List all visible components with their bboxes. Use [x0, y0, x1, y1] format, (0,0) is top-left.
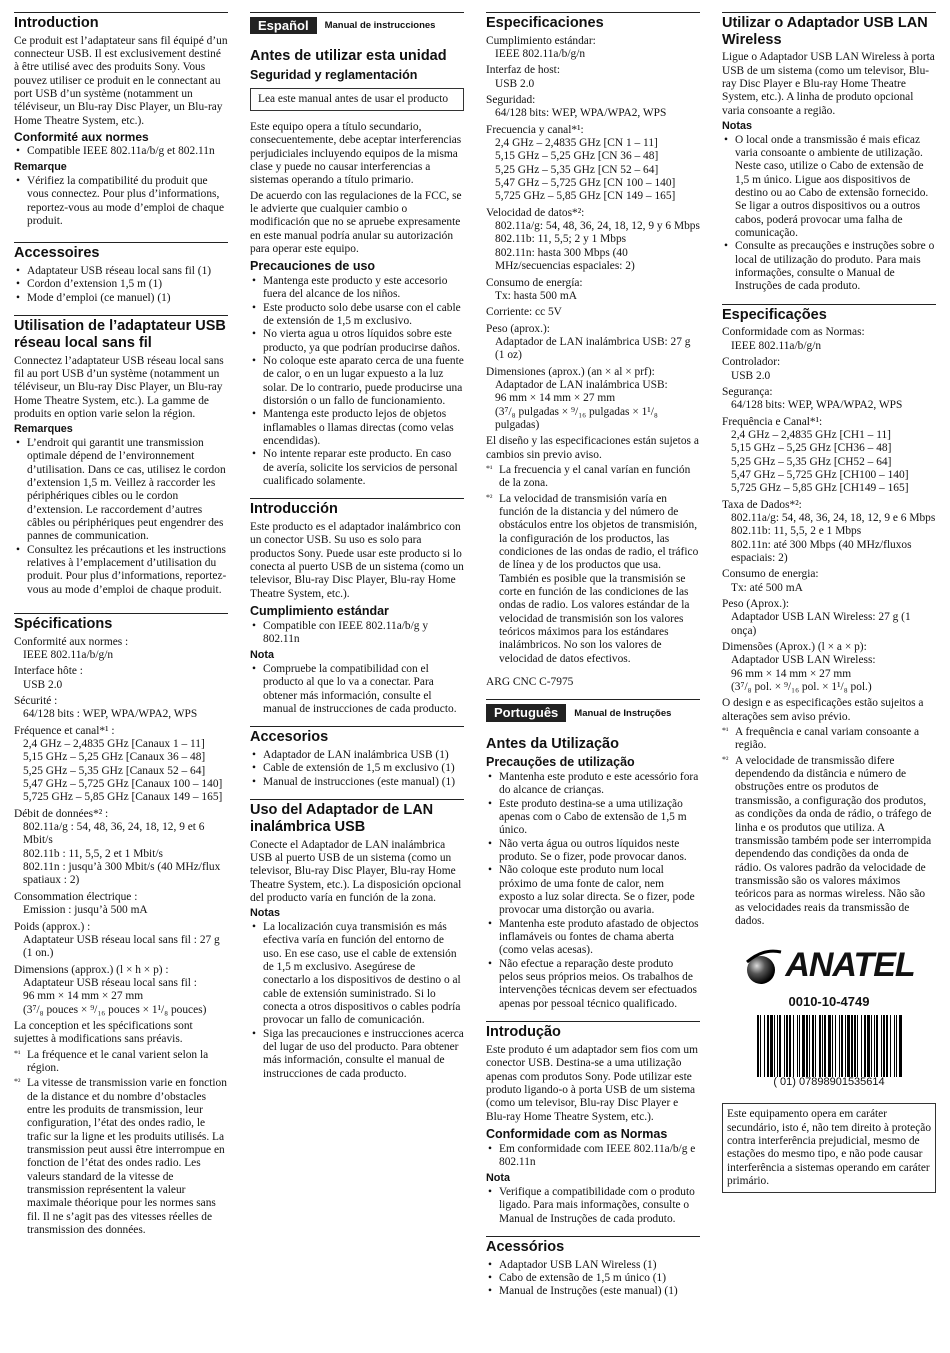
es-before-p1: Este equipo opera a título secundario, consecuentemente, debe aceptar interferencias perjudiciales incluyendo equipos de la misma clase y puede no causar interferencias a sistemas operando a título primario.: [250, 120, 462, 187]
fr-conf-title: Conformité aux normes: [14, 130, 149, 145]
fr-acc-list: [14, 265, 228, 305]
list-item: • Em conformidade com IEEE 802.11a/b/g e 802.11n: [486, 1143, 700, 1170]
pt-intro-section: [486, 1021, 700, 1226]
list-item: • L’endroit qui garantit une transmission optimale dépend de l’environnement d’utilisation. Dans ce cas, utilisez le cordon d’extension 1,5 m. Veillez à raccorder les périphériques cibles ou le cordon d’extension. Le raccordement d’autres câbles ou périphériques peut engendrer des pannes de communication.: [14, 437, 228, 544]
fr-use-section: [14, 315, 228, 597]
pt-before-title: Antes da Utilização: [486, 735, 619, 752]
es-conf-list: [250, 620, 464, 647]
es-acc-list: [250, 749, 464, 789]
pt-language-tag: Português: [486, 704, 566, 721]
list-item: • La localización cuya transmisión es más efectiva varía en función del entorno de uso. En ese caso, use el cable de extensión de 1,5 m exclusivo. Asegúrese de conectarlo a los dispositivos de destino o al cable de extensión suministrado. Si lo conecta a otros dispositivos o cables podría provocar un fallo de comunicación.: [250, 921, 464, 1028]
barcode-bar: [777, 1015, 778, 1077]
fr-remark-title: Remarque: [14, 161, 67, 174]
barcode-bar: [839, 1015, 840, 1077]
barcode-bar: [806, 1015, 808, 1077]
footnote-2: *² La vitesse de transmission varie en fonction de la distance et du nombre d’obstacles entre les produits de transmission, leur configuration, l’état des ondes radio, le trafic sur la ligne et les produits utilisés. La transmission peut aussi être interrompue en fonction de l’état des ondes radio. Les valeurs standard de la vitesse de transmission représentent la valeur maximale théorique pour les normes sans fil. Il ne s’agit pas des vitesses réelles de transmission des données.: [14, 1077, 227, 1237]
es-use-section: [250, 799, 464, 1081]
list-item: • Este producto solo debe usarse con el cable de extensión de 1,5 m exclusivo.: [250, 302, 464, 329]
es-before-section: [250, 46, 464, 488]
fr-spec-section: [14, 613, 228, 1237]
es-spec-section: [486, 12, 700, 689]
pt-conf-list: [486, 1143, 700, 1170]
es-intro-title: Introducción: [250, 498, 464, 518]
spec-row: Débit de données*² : 802.11a/g : 54, 48, 36, 24, 18, 12, 9 et 6 Mbit/s 802.11b : 11, 5,5, 2 et 1 Mbit/s 802.11n : jusqu’à 300 Mbit/s (40 MHz/flux spatiaux : 2): [14, 807, 221, 887]
barcode-bar: [799, 1015, 800, 1077]
list-item: • Cordon d’extension 1,5 m (1): [14, 278, 228, 291]
es-use-notes-title: Notas: [250, 907, 280, 920]
pt-prec-list: [486, 771, 700, 1011]
footnote-2: *² A velocidade de transmissão difere dependendo da distância e número de obstruções entre os produtos de transmissão, a configuração dos produtos, as condições da onda de rádio, o tráfego de linha e os produtos que utiliza. A transmissão também pode ser interrompida dependendo das condições da onda de rádio. Os valores padrão da velocidade de transmissão são os valores máximos teóricos para as normas wireless. Não são as velocidades reais da transmissão de dados.: [722, 754, 932, 927]
es-spec-note: El diseño y las especificaciones están sujetos a cambios sin previo aviso.: [486, 435, 699, 461]
barcode-bar: [871, 1015, 872, 1077]
barcode-bar: [767, 1015, 769, 1077]
barcode: [755, 1015, 903, 1077]
barcode-bar: [764, 1015, 765, 1077]
list-item: • Não verta água ou outros líquidos neste produto. Se o fizer, pode provocar danos.: [486, 838, 700, 865]
barcode-number: ( 01) 07898901535614: [773, 1076, 885, 1089]
es-before-p2: De acuerdo con las regulaciones de la FCC, se le advierte que cualquier cambio o modificación que no se apruebe expresamente en este manual podría anular su autorización para operar este equipo.: [250, 189, 462, 255]
barcode-bar: [770, 1015, 773, 1077]
spec-row: Peso (Aprox.): Adaptador USB LAN Wireless: 27 g (1 onça): [722, 598, 911, 637]
list-item: • Compruebe la compatibilidad con el producto al que lo va a conectar. Para obtener más información, consulte el manual de instrucciones de cada producto.: [250, 663, 464, 716]
spec-row: Conformité aux normes : IEEE 802.11a/b/g/n: [14, 635, 129, 661]
es-acc-section: [250, 726, 464, 789]
pt-note-list: [486, 1186, 700, 1226]
pt-before-section: [486, 734, 700, 1011]
barcode-bar: [847, 1015, 850, 1077]
list-item: • Mantenga este producto lejos de objetos inflamables o llamas directas (como velas encendidas).: [250, 408, 464, 448]
barcode-bar: [886, 1015, 888, 1077]
es-note-list: [250, 663, 464, 716]
column-spanish-portuguese: [486, 12, 700, 1309]
es-spec-title: Especificaciones: [486, 12, 700, 32]
barcode-bar: [874, 1015, 875, 1077]
spec-row: Fréquence et canal*¹ : 2,4 GHz – 2,4835 GHz [Canaux 1 – 11] 5,15 GHz – 5,25 GHz [Canaux 36 – 48] 5,25 GHz – 5,35 GHz [Canaux 52 – 64] 5,47 GHz – 5,725 GHz [Canaux 100 – 140] 5,725 GHz – 5,85 GHz [Canaux 149 – 165]: [14, 724, 223, 804]
list-item: • Não efectue a reparação deste produto pelos seus próprios meios. Os trabalhos de intervenções técnicas devem ser efectuados apenas por pessoal técnico qualificado.: [486, 958, 700, 1011]
spec-row: Peso (aprox.): Adaptador de LAN inalámbrica USB: 27 g (1 oz): [486, 322, 691, 362]
es-language-tag: Español: [250, 17, 317, 34]
fr-use-remarks-list: [14, 437, 228, 597]
fr-conf-list: [14, 145, 228, 158]
list-item: • Verifique a compatibilidade com o produto ligado. Para mais informações, consulte o Manual de Instruções de cada produto.: [486, 1186, 700, 1226]
pt-use-section: [722, 12, 936, 294]
barcode-bar: [876, 1015, 878, 1077]
barcode-bar: [864, 1015, 866, 1077]
pt-conf-title: Conformidade com as Normas: [486, 1126, 668, 1141]
list-item: • Cable de extensión de 1,5 m exclusivo (1): [250, 762, 464, 775]
barcode-bar: [883, 1015, 885, 1077]
list-item: • No intente reparar este producto. En caso de avería, solicite los servicios de personal cualificado solamente.: [250, 448, 464, 488]
spec-row: Consommation électrique : Emission : jusqu’à 500 mA: [14, 890, 148, 917]
spec-row: Segurança: 64/128 bits: WEP, WPA/WPA2, WPS: [722, 385, 903, 412]
fr-accessories-section: [14, 242, 228, 305]
footnote-1: *¹ La frecuencia y el canal varían en función de la zona.: [486, 463, 691, 490]
footnote-1: *¹ La fréquence et le canal varient selon la région.: [14, 1048, 209, 1074]
fr-intro-title: Introduction: [14, 12, 228, 32]
pt-use-text: Ligue o Adaptador USB LAN Wireless à porta USB de um sistema (como um televisor, Blu-ray Disc Player e Blu-ray Home Theatre System, etc.). A linha de produto opcional varia consoante a região.: [722, 51, 935, 117]
barcode-bar: [760, 1015, 761, 1077]
list-item: • Este produto destina-se a uma utilização apenas com o Cabo de extensão de 1,5 m único.: [486, 798, 700, 838]
es-arg-code: ARG CNC C-7975: [486, 676, 574, 689]
es-intro-text: Este producto es el adaptador inalámbrico con un conector USB. Su uso es solo para productos Sony. Puede usar este producto si lo conecta al puerto USB de un sistema (como un televisor, Blu-ray Disc Player, Blu-ray Home Theatre System, etc.).: [250, 521, 464, 600]
pt-intro-title: Introdução: [486, 1021, 700, 1041]
barcode-bar: [881, 1015, 882, 1077]
barcode-bar: [890, 1015, 891, 1077]
list-item: • Adaptador USB LAN Wireless (1): [486, 1259, 700, 1272]
spec-row: Frecuencia y canal*¹: 2,4 GHz – 2,4835 GHz [CN 1 – 11] 5,15 GHz – 5,25 GHz [CN 36 – 48] 5,25 GHz – 5,35 GHz [CN 52 – 64] 5,47 GHz – 5,725 GHz [CN 100 – 140] 5,725 GHz – 5,85 GHz [CN 149 – 165]: [486, 123, 676, 203]
fr-use-title: Utilisation de l’adaptateur USB réseau local sans fil: [14, 315, 228, 351]
pt-acc-list: [486, 1259, 700, 1299]
spec-row: Poids (approx.) : Adaptateur USB réseau local sans fil : 27 g (1 on.): [14, 920, 220, 960]
barcode-bar: [809, 1015, 810, 1077]
es-conf-title: Cumplimiento estándar: [250, 604, 389, 619]
list-item: • Adaptador de LAN inalámbrica USB (1): [250, 749, 464, 762]
spec-row: Frequência e Canal*¹: 2,4 GHz – 2,4835 GHz [CH1 – 11] 5,15 GHz – 5,25 GHz [CH36 – 48] 5,25 GHz – 5,35 GHz [CH52 – 64] 5,47 GHz – 5,725 GHz [CH100 – 140] 5,725 GHz – 5,85 GHz [CH149 – 165]: [722, 415, 909, 495]
barcode-bar: [824, 1015, 826, 1077]
barcode-bar: [786, 1015, 788, 1077]
pt-intro-text: Este produto é um adaptador sem fios com um conector USB. Destina-se a uma utilização apenas com produtos Sony. Pode utilizar este produto ligando-o à porta USB de um sistema (como um televisor, Blu-ray Disc Player e Blu-ray Home Theatre System, etc.).: [486, 1043, 698, 1123]
es-prec-list: [250, 275, 464, 489]
list-item: • Consulte as precauções e instruções sobre o local de utilização do produto. Para mais informações, consulte o Manual de Instruções de cada produto.: [722, 240, 936, 293]
spec-row: Seguridad: 64/128 bits: WEP, WPA/WPA2, WPS: [486, 94, 667, 120]
es-use-title: Uso del Adaptador de LAN inalámbrica USB: [250, 799, 464, 835]
spec-row: Consumo de energia: Tx: até 500 mA: [722, 568, 819, 594]
column-spanish: [250, 12, 464, 1091]
barcode-bar: [784, 1015, 785, 1077]
barcode-bar: [861, 1015, 862, 1077]
spec-row: Sécurité : 64/128 bits : WEP, WPA/WPA2, WPS: [14, 695, 198, 721]
barcode-bar: [835, 1015, 836, 1077]
fr-spec-note: La conception et les spécifications sont sujettes à modifications sans préavis.: [14, 1019, 193, 1046]
list-item: • Mantenga este producto y este accesorio fuera del alcance de los niños.: [250, 275, 464, 302]
pt-use-notes-list: [722, 134, 936, 294]
barcode-bar: [854, 1015, 856, 1077]
pt-spec-section: [722, 304, 936, 928]
list-item: • Mode d’emploi (ce manuel) (1): [14, 292, 228, 305]
spec-row: Controlador: USB 2.0: [722, 356, 781, 382]
pt-spec-title: Especificações: [722, 304, 936, 324]
spec-row: Dimensions (approx.) (l × h × p) : Adaptateur USB réseau local sans fil : 96 mm × 14 mm × 27 mm (3⁷/₈ pouces × ⁹/₁₆ pouces × 1¹/₈ pouces): [14, 963, 207, 1016]
list-item: • Mantenha este produto afastado de objectos inflamáveis ou fontes de chama aberta (como velas acesas).: [486, 918, 700, 958]
list-item: • Manual de instrucciones (este manual) (1): [250, 776, 464, 789]
barcode-bar: [832, 1015, 833, 1077]
pt-prec-title: Precauções de utilização: [486, 755, 635, 770]
list-item: • Mantenha este produto e este acessório fora do alcance de crianças.: [486, 771, 700, 798]
es-language-bar: [250, 17, 464, 34]
barcode-bar: [779, 1015, 781, 1077]
pt-acc-section: [486, 1236, 700, 1299]
barcode-bar: [819, 1015, 821, 1077]
pt-acc-title: Acessórios: [486, 1236, 700, 1256]
list-item: • No coloque este aparato cerca de una fuente de calor, o en un lugar expuesto a la luz solar. De lo contrario, puede producirse una distorsión o un fallo de funcionamiento.: [250, 355, 464, 408]
barcode-bar: [822, 1015, 823, 1077]
spec-row: Interface hôte : USB 2.0: [14, 665, 83, 691]
es-before-title: Antes de utilizar esta unidad: [250, 48, 447, 65]
fr-intro-text: Ce produit est l’adaptateur sans fil équipé d’un connecteur USB. Il est exclusivement destiné à être utilisé avec des produits Sony. Vous pouvez utiliser ce produit en le connectant au port USB d’un système (notamment un téléviseur, un Blu-ray Disc Player, un Blu-ray Home Theatre System, etc.).: [14, 34, 228, 127]
barcode-bar: [845, 1015, 846, 1077]
es-prec-title: Precauciones de uso: [250, 259, 376, 274]
es-use-text: Conecte el Adaptador de LAN inalámbrica USB al puerto USB de un sistema (como un televisor, Blu-ray Disc Player, Blu-ray Home Theatre System, etc.). La disposición opcional del producto varía en función de la zona.: [250, 838, 462, 904]
spec-row: Taxa de Dados*²: 802.11a/g: 54, 48, 36, 24, 18, 12, 9 e 6 Mbps 802.11b: 11, 5,5, 2 e 1 Mbps 802.11n: até 300 Mbps (40 MHz/fluxos espaciais: 2): [722, 498, 936, 564]
list-item: • Cabo de extensão de 1,5 m único (1): [486, 1272, 700, 1285]
spec-row: Interfaz de host: USB 2.0: [486, 64, 561, 90]
fr-acc-title: Accessoires: [14, 242, 228, 262]
list-item: • No vierta agua u otros líquidos sobre este producto, ya que podrían producirse daños.: [250, 328, 464, 355]
footnote-1: *¹ A frequência e canal variam consoante a região.: [722, 726, 920, 752]
spec-row: Cumplimiento estándar: IEEE 802.11a/b/g/n: [486, 34, 596, 61]
barcode-bar: [899, 1015, 902, 1077]
footnote-2: *² La velocidad de transmisión varía en función de la distancia y del número de obstáculos entre los objetos de transmisión, la configuración de los productos, las condiciones de las ondas de radio, el tráfico de línea y de los productos que usa. También es posible que la transmisión se corte en función de las condiciones de las ondas de radio. Los valores estándar de la velocidad de transmisión son los valores teóricos máximos para los estándares inalámbricos. No son los valores de velocidad de datos efectivos.: [486, 492, 699, 665]
list-item: • Vérifiez la compatibilité du produit que vous connectez. Pour plus d’informations, reportez-vous au mode d’emploi de chaque produit.: [14, 175, 228, 228]
es-acc-title: Accesorios: [250, 726, 464, 746]
es-note-title: Nota: [250, 649, 274, 662]
list-item: • Não coloque este produto num local próximo de uma fonte de calor, nem exposto a luz solar directa. Se o fizer, pode provocar uma distorção ou avaria.: [486, 864, 700, 917]
pt-spec-note: O design e as especificações estão sujeitos a alterações sem aviso prévio.: [722, 697, 924, 723]
column-portuguese: [722, 12, 936, 1193]
barcode-bar: [793, 1015, 794, 1077]
anatel-notice-box: Este equipamento opera em caráter secundário, isto é, não tem direito à proteção contra interferência prejudicial, mesmo de estações do mesmo tipo, e não pode causar interferência a sistemas operando em caráter primário.: [722, 1103, 936, 1193]
spec-row: Dimensiones (aprox.) (an × al × prf): Adaptador de LAN inalámbrica USB: 96 mm × 14 mm × 27 mm (3⁷/₈ pulgadas × ⁹/₁₆ pulgadas × 1¹/₈ pulgadas): [486, 365, 668, 431]
list-item: • Compatible IEEE 802.11a/b/g et 802.11n: [14, 145, 228, 158]
barcode-bar: [815, 1015, 816, 1077]
fr-use-text: Connectez l’adaptateur USB réseau local sans fil au port USB d’un système (notamment un téléviseur, un Blu-ray Disc Player, un Blu-ray Home Theatre System, etc.). La gamme de produits en option varie selon la région.: [14, 354, 224, 420]
barcode-bar: [802, 1015, 805, 1077]
list-item: • O local onde a transmissão é mais eficaz varia consoante o ambiente de utilização. Neste caso, utilize o Cabo de extensão de 1,5 m único. Ligue aos dispositivos de destino ou ao Cabo de extensão fornecido. Se ligar a outros dispositivos ou a outros cabos, poderá provocar uma falha de comunicação.: [722, 134, 936, 241]
list-item: • Manual de Instruções (este manual) (1): [486, 1285, 700, 1298]
barcode-bar: [851, 1015, 853, 1077]
barcode-bar: [841, 1015, 843, 1077]
es-use-notes-list: [250, 921, 464, 1081]
fr-use-remarks-title: Remarques: [14, 423, 73, 436]
es-read-manual-box: Lea este manual antes de usar el producto: [250, 88, 464, 111]
es-manual-label: Manual de instrucciones: [324, 20, 436, 32]
spec-row: Dimensões (Aprox.) (l × a × p): Adaptador USB LAN Wireless: 96 mm × 14 mm × 27 mm (3⁷/₈ pol. × ⁹/₁₆ pol. × 1¹/₈ pol.): [722, 641, 876, 694]
anatel-wordmark: ANATEL: [785, 946, 915, 985]
es-intro-section: [250, 498, 464, 716]
spec-row: Velocidad de datos*²: 802.11a/g: 54, 48, 36, 24, 18, 12, 9 y 6 Mbps 802.11b: 11, 5,5; 2 y 1 Mbps 802.11n: hasta 300 Mbps (40 MHz/secuencias espaciales: 2): [486, 206, 700, 273]
pt-manual-label: Manual de Instruções: [574, 707, 672, 719]
fr-intro-section: [14, 12, 228, 228]
fr-remark-list: [14, 175, 228, 228]
barcode-bar: [857, 1015, 858, 1077]
pt-use-title: Utilizar o Adaptador USB LAN Wireless: [722, 12, 936, 48]
barcode-bar: [789, 1015, 791, 1077]
list-item: • Siga las precauciones e instrucciones acerca del lugar de uso del producto. Para obtener más información, consulte el manual de instrucciones de cada producto.: [250, 1028, 464, 1081]
barcode-bar: [774, 1015, 775, 1077]
spec-row: Corriente: cc 5V: [486, 306, 562, 319]
barcode-bar: [828, 1015, 831, 1077]
list-item: • Consultez les précautions et les instructions relatives à l’emplacement d’utilisation du produit. Pour plus d’informations, reportez-vous au mode d’emploi de chaque produit.: [14, 544, 228, 597]
barcode-bar: [894, 1015, 895, 1077]
fr-spec-title: Spécifications: [14, 613, 228, 633]
pt-note-title: Nota: [486, 1172, 510, 1185]
barcode-bar: [896, 1015, 897, 1077]
pt-language-bar: [486, 704, 700, 721]
spec-row: Conformidade com as Normas: IEEE 802.11a/b/g/n: [722, 326, 865, 352]
barcode-bar: [757, 1015, 759, 1077]
barcode-bar: [797, 1015, 798, 1077]
list-item: • Adaptateur USB réseau local sans fil (1): [14, 265, 228, 278]
anatel-registration-number: 0010-10-4749: [788, 994, 870, 1010]
anatel-sphere-icon: [743, 946, 783, 986]
anatel-logo: [722, 946, 936, 986]
barcode-bar: [867, 1015, 870, 1077]
barcode-bar: [812, 1015, 814, 1077]
es-safety-title: Seguridad y reglamentación: [250, 67, 418, 82]
pt-use-notes-title: Notas: [722, 120, 752, 133]
spec-row: Consumo de energía: Tx: hasta 500 mA: [486, 276, 583, 302]
column-french: [14, 12, 228, 1247]
list-item: • Compatible con IEEE 802.11a/b/g y 802.11n: [250, 620, 464, 647]
